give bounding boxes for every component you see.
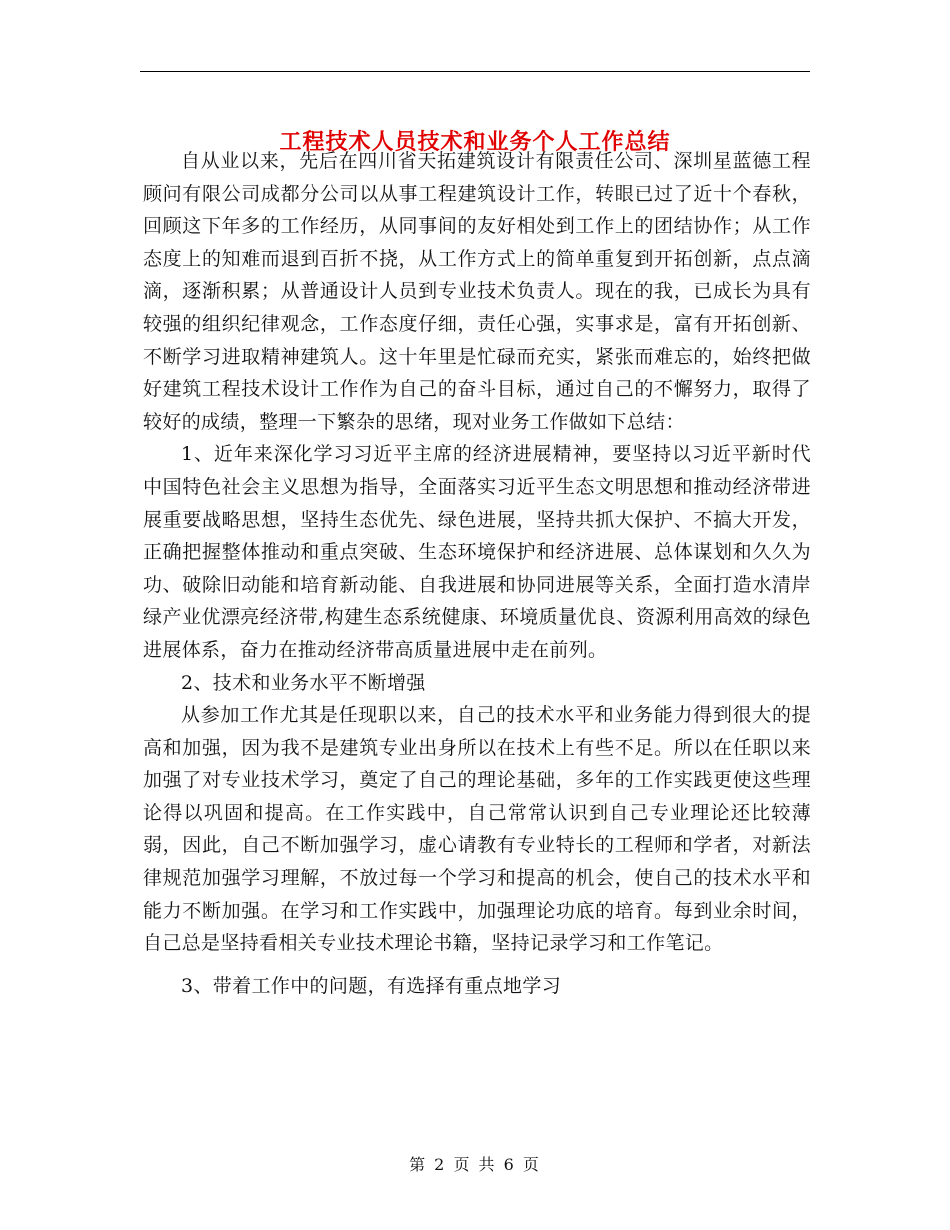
document-title: 工程技术人员技术和业务个人工作总结: [279, 128, 671, 155]
paragraph-heading-2: 2、技术和业务水平不断增强: [181, 671, 426, 694]
paragraph-heading-3: 3、带着工作中的问题，有选择有重点地学习: [181, 974, 562, 997]
page-number-footer: 第 2 页 共 6 页: [409, 1155, 541, 1174]
paragraph-item-1: 1、近年来深化学习习近平主席的经济进展精神，要坚持以习近平新时代中国特色社会主义思想为指导，全面落实习近平生态文明思想和推动经济带进展重要战略思想，坚持生态优先、绿色进展，坚持共抓大保护、不搞大开发，正确把握整体推动和重点突破、生态环境保护和经济进展、总体谋划和久久为功、破除旧动能和培育新动能、自我进展和协同进展等关系，全面打造水清岸绿产业优漂亮经济带,构建生态系统健康、环境质量优良、资源利用高效的绿色进展体系，奋力在推动经济带高质量进展中走在前列。: [143, 443, 811, 661]
paragraph-intro: 自从业以来，先后在四川省天拓建筑设计有限责任公司、深圳星蓝德工程顾问有限公司成都分公司以从事工程建筑设计工作，转眼已过了近十个春秋， 回顾这下年多的工作经历，从同事间的友好相处到工作上的团结协作；从工作态度上的知难而退到百折不挠，从工作方式上的简单重复到开拓创新，点点滴滴，逐渐积累；从普通设计人员到专业技术负责人。现在的我，已成长为具有较强的组织纪律观念，工作态度仔细，责任心强，实事求是，富有开拓创新、不断学习进取精神建筑人。这十年里是忙碌而充实，紧张而难忘的，始终把做好建筑工程技术设计工作作为自己的奋斗目标，通过自己的不懈努力，取得了较好的成绩，整理一下繁杂的思绪，现对业务工作做如下总结：: [143, 150, 811, 433]
header-rule: [140, 71, 810, 72]
document-body: [143, 145, 811, 1002]
paragraph-item-2-body: 从参加工作尤其是任现职以来，自己的技术水平和业务能力得到很大的提高和加强，因为我不是建筑专业出身所以在技术上有些不足。所以在任职以来加强了对专业技术学习，奠定了自己的理论基础，多年的工作实践更使这些理论得以巩固和提高。在工作实践中，自己常常认识到自己专业理论还比较薄弱，因此，自己不断加强学习，虚心请教有专业特长的工程师和学者，对新法律规范加强学习理解，不放过每一个学习和提高的机会，使自己的技术水平和能力不断加强。在学习和工作实践中，加强理论功底的培育。每到业余时间，自己总是坚持看相关专业技术理论书籍，坚持记录学习和工作笔记。: [143, 704, 811, 955]
